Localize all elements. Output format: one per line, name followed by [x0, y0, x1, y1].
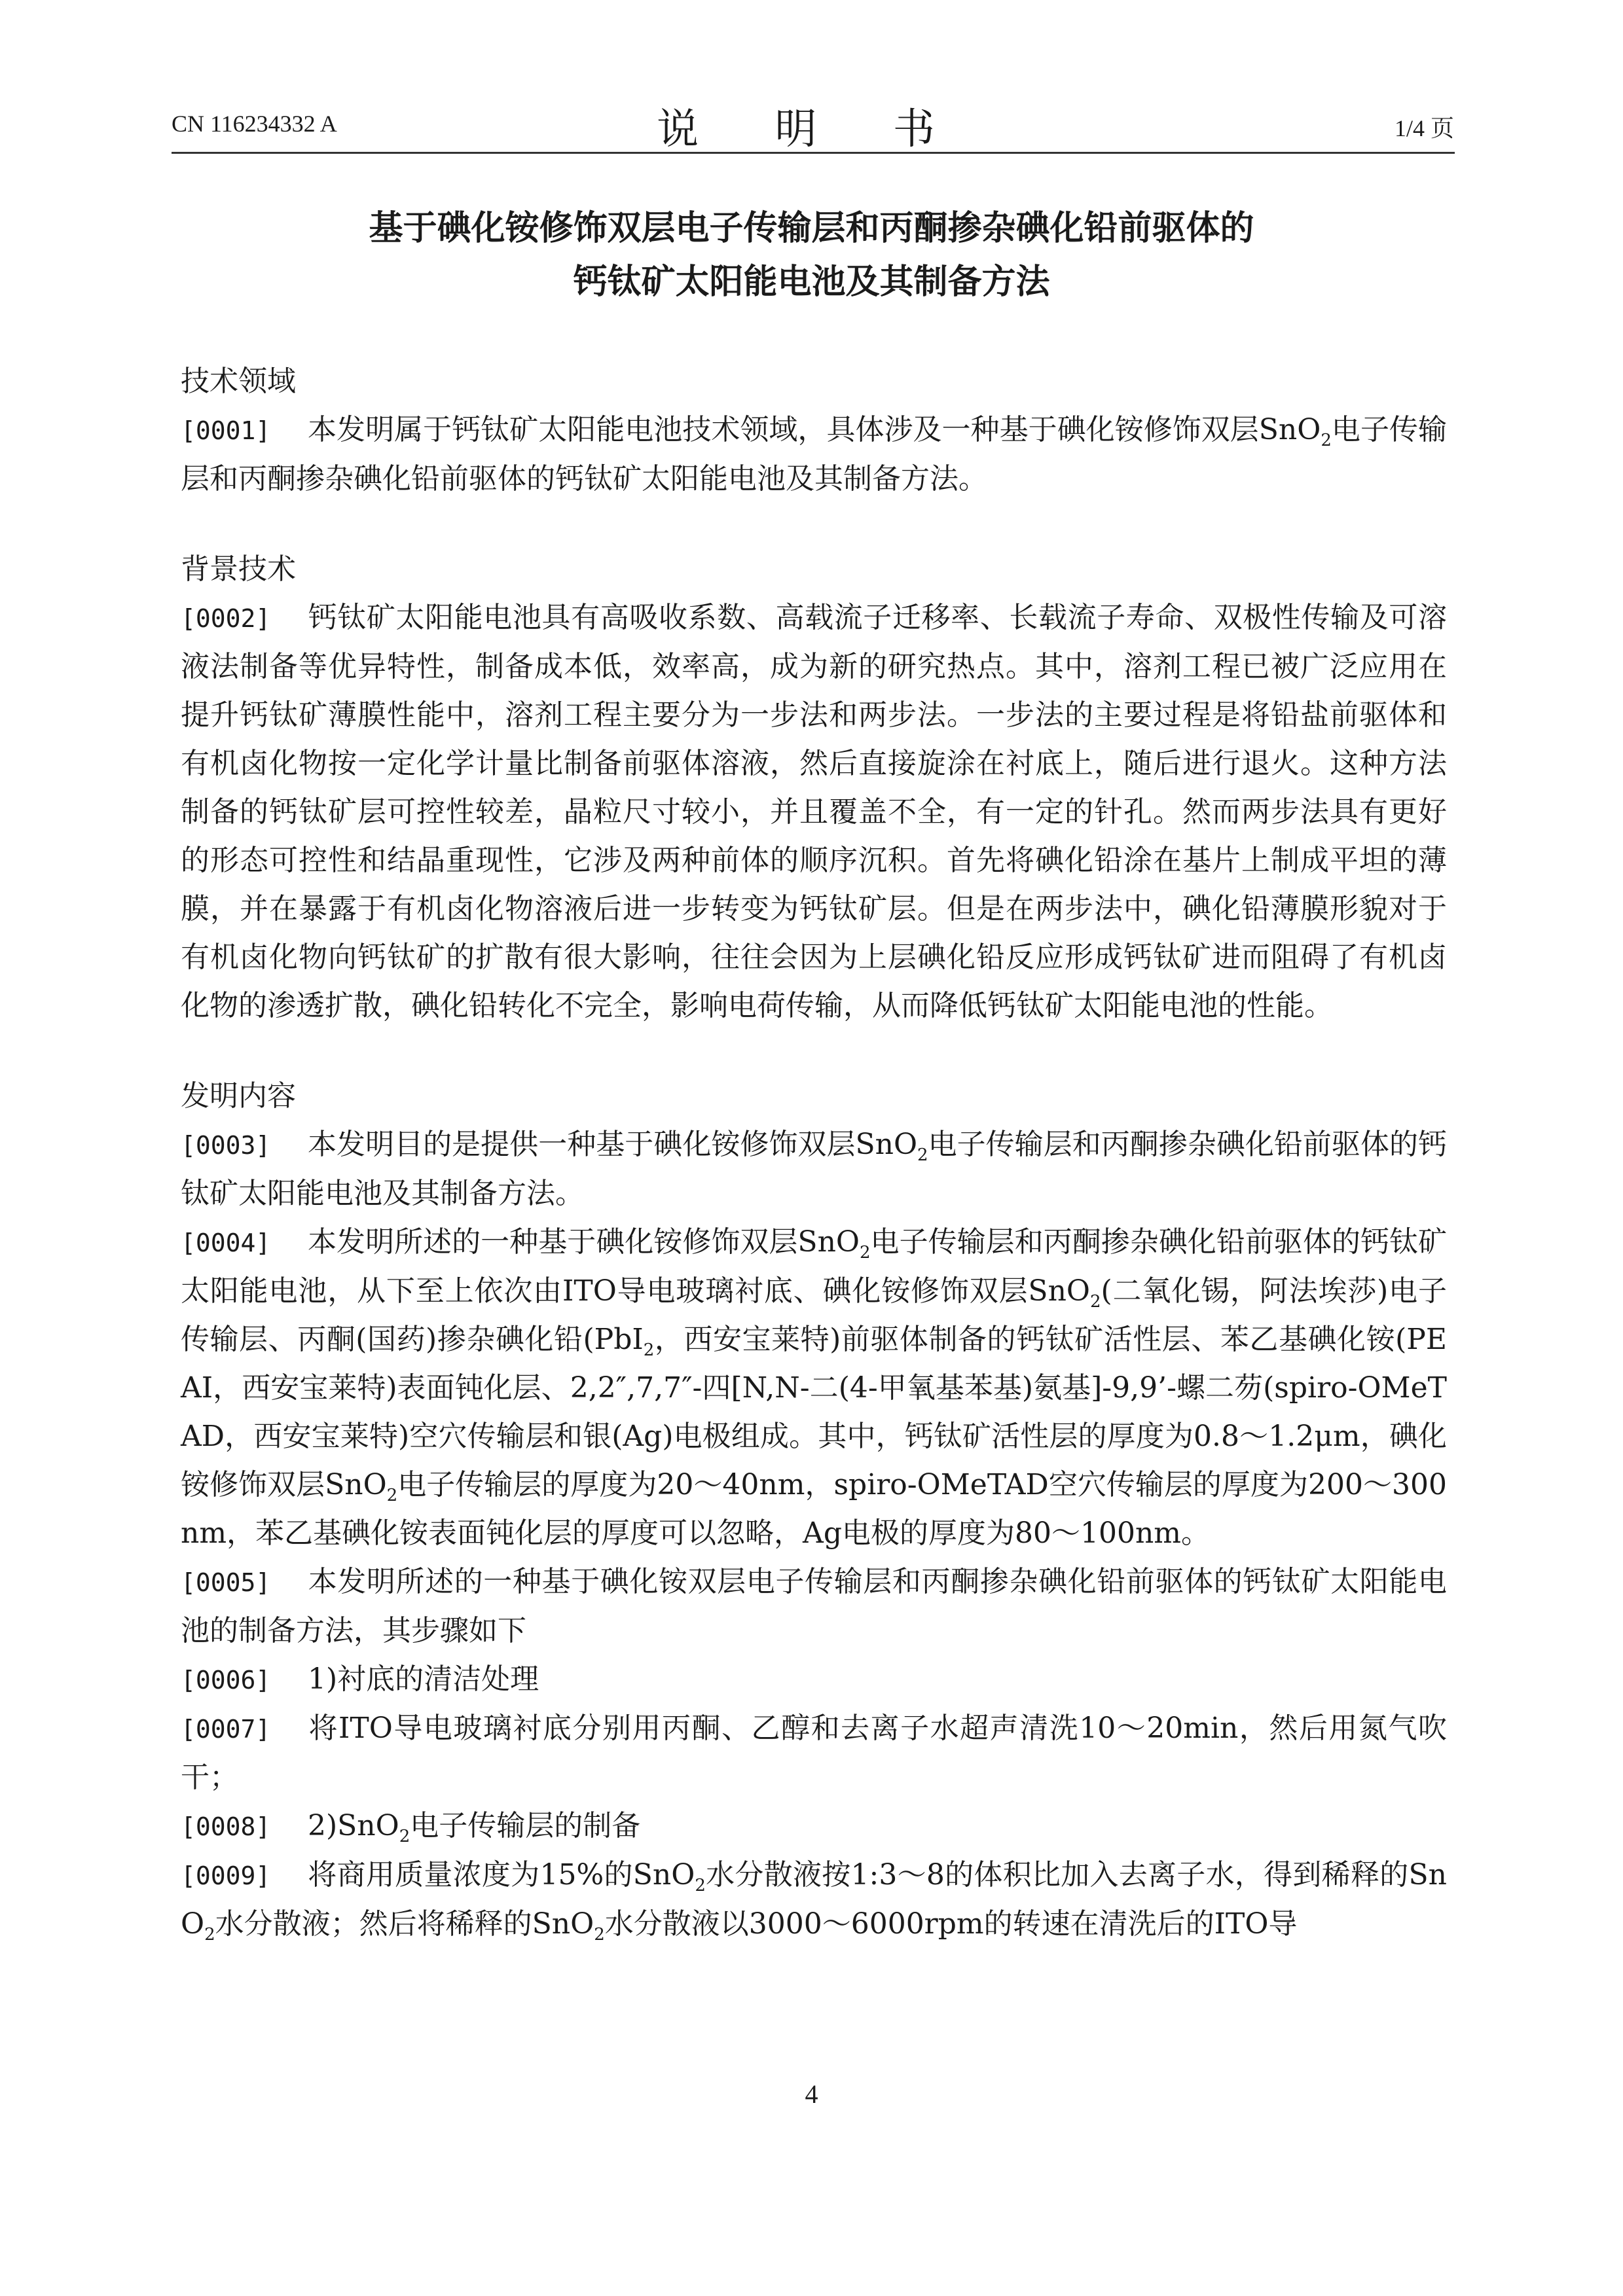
paragraph-number: [0007]	[181, 1715, 271, 1744]
paragraph-text: 钙钛矿太阳能电池具有高吸收系数、高载流子迁移率、长载流子寿命、双极性传输及可溶液法制备等优异特性，制备成本低，效率高，成为新的研究热点。其中，溶剂工程已被广泛应用在提升钙钛矿薄膜性能中，溶剂工程主要分为一步法和两步法。一步法的主要过程是将铅盐前驱体和有机卤化物按一定化学计量比制备前驱体溶液，然后直接旋涂在衬底上，随后进行退火。这种方法制备的钙钛矿层可控性较差，晶粒尺寸较小，并且覆盖不全，有一定的针孔。然而两步法具有更好的形态可控性和结晶重现性，它涉及两种前体的顺序沉积。首先将碘化铅涂在基片上制成平坦的薄膜，并在暴露于有机卤化物溶液后进一步转变为钙钛矿层。但是在两步法中，碘化铅薄膜形貌对于有机卤化物向钙钛矿的扩散有很大影响，往往会因为上层碘化铅反应形成钙钛矿进而阻碍了有机卤化物的渗透扩散，碘化铅转化不完全，影响电荷传输，从而降低钙钛矿太阳能电池的性能。	[181, 601, 1447, 1022]
paragraph-number: [0003]	[181, 1131, 271, 1160]
paragraph-number: [0006]	[181, 1666, 271, 1695]
subscript: 2	[859, 1243, 871, 1263]
document-number: CN 116234332 A	[172, 111, 337, 137]
paragraph-0009	[181, 1851, 1447, 1948]
paragraph-0008	[181, 1802, 1447, 1851]
page-indicator: 1/4 页	[1394, 115, 1454, 141]
paragraph-0003	[181, 1121, 1447, 1218]
header-divider	[172, 152, 1455, 154]
section-heading-background: 背景技术	[181, 552, 296, 586]
subscript: 2	[399, 1827, 410, 1846]
paragraph-text: 水分散液；然后将稀释的SnO	[215, 1907, 594, 1941]
paragraph-0007	[181, 1704, 1447, 1802]
invention-title-line-2: 钙钛矿太阳能电池及其制备方法	[573, 262, 1050, 302]
paragraph-text: 水分散液以3000～6000rpm的转速在清洗后的ITO导	[604, 1907, 1298, 1941]
subscript: 2	[594, 1925, 605, 1945]
document-type-heading: 说 明 书	[657, 105, 966, 154]
paragraph-text: 电子传输层和丙酮掺杂碘化铅前驱体的钙钛矿太阳能电池及其制备方法。	[181, 413, 1447, 495]
paragraph-number: [0005]	[181, 1568, 271, 1597]
paragraph-text: 1)衬底的清洁处理	[308, 1662, 539, 1696]
subscript: 2	[695, 1876, 706, 1895]
document-body	[181, 357, 1447, 1948]
paragraph-0001	[181, 406, 1447, 503]
invention-title-line-1: 基于碘化铵修饰双层电子传输层和丙酮掺杂碘化铅前驱体的	[369, 209, 1254, 248]
paragraph-text: 2)SnO	[308, 1809, 399, 1842]
paragraph-0002	[181, 594, 1447, 1030]
section-heading-technical-field: 技术领域	[181, 365, 296, 398]
paragraph-text: 本发明所述的一种基于碘化铵双层电子传输层和丙酮掺杂碘化铅前驱体的钙钛矿太阳能电池的制备方法，其步骤如下	[181, 1565, 1447, 1647]
paragraph-number: [0004]	[181, 1229, 271, 1257]
subscript: 2	[1321, 431, 1332, 450]
paragraph-text: 电子传输层和丙酮掺杂碘化铅前驱体的钙钛矿太阳能电池，从下至上依次由ITO导电玻璃衬底、碘化铵修饰双层SnO	[181, 1225, 1447, 1308]
paragraph-number: [0009]	[181, 1861, 271, 1890]
section-heading-summary: 发明内容	[181, 1079, 296, 1113]
paragraph-0004	[181, 1218, 1447, 1558]
paragraph-text: 电子传输层的厚度为20～40nm，spiro-OMeTAD空穴传输层的厚度为200～300nm，苯乙基碘化铵表面钝化层的厚度可以忽略，Ag电极的厚度为80～100nm。	[181, 1468, 1447, 1550]
subscript: 2	[1089, 1292, 1101, 1312]
subscript: 2	[917, 1145, 928, 1165]
paragraph-number: [0008]	[181, 1812, 271, 1841]
subscript: 2	[643, 1340, 655, 1360]
paragraph-number: [0002]	[181, 604, 271, 633]
paragraph-text: 电子传输层和丙酮掺杂碘化铅前驱体的钙钛矿太阳能电池及其制备方法。	[181, 1128, 1447, 1210]
subscript: 2	[204, 1925, 215, 1945]
paragraph-0006	[181, 1655, 1447, 1704]
paragraph-text: 本发明属于钙钛矿太阳能电池技术领域，具体涉及一种基于碘化铵修饰双层SnO	[308, 413, 1321, 446]
paragraph-number: [0001]	[181, 416, 271, 445]
paragraph-text: 本发明所述的一种基于碘化铵修饰双层SnO	[308, 1225, 860, 1259]
paragraph-text: 水分散液按1:3～8的体积比加入去离子水，得到稀释的SnO	[181, 1858, 1447, 1941]
page-number: 4	[805, 2079, 818, 2109]
paragraph-text: 将ITO导电玻璃衬底分别用丙酮、乙醇和去离子水超声清洗10～20min，然后用氮气吹干；	[181, 1712, 1447, 1794]
subscript: 2	[386, 1486, 398, 1505]
paragraph-text: 将商用质量浓度为15%的SnO	[308, 1858, 695, 1892]
paragraph-0005	[181, 1558, 1447, 1655]
paragraph-text: 本发明目的是提供一种基于碘化铵修饰双层SnO	[308, 1128, 918, 1161]
paragraph-text: ，西安宝莱特)前驱体制备的钙钛矿活性层、苯乙基碘化铵(PEAI，西安宝莱特)表面钝化层、2,2″,7,7″-四[N,N-二(4-甲氧基苯基)氨基]-9,9’-螺二芴(spiro-OMeTAD，西安宝莱特)空穴传输层和银(Ag)电极组成。其中，钙钛矿活性层的厚度为0.8～1.2μm，碘化铵修饰双层SnO	[181, 1323, 1447, 1501]
paragraph-text: 电子传输层的制备	[410, 1809, 641, 1842]
paragraph-text: (二氧化锡，阿法埃莎)电子传输层、丙酮(国药)掺杂碘化铅(PbI	[181, 1274, 1447, 1356]
